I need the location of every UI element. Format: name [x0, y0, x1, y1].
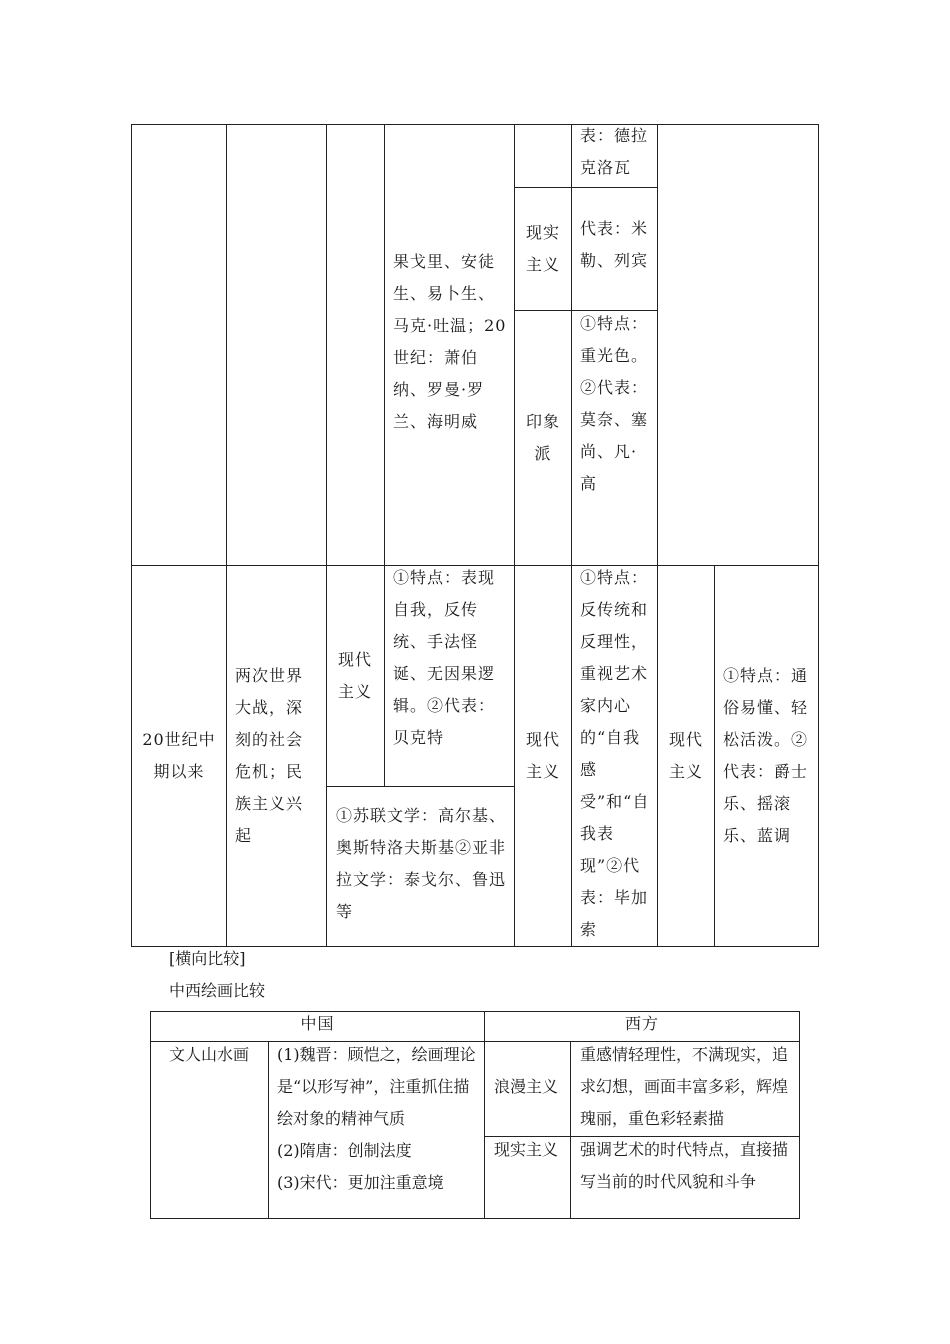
west-style-romanticism: 浪漫主义: [494, 1077, 559, 1096]
cell-impressionism-description: ①特点：重光色。②代表：莫奈、塞尚、凡·高: [580, 314, 649, 493]
background-text: 两次世界大战，深刻的社会危机；民族主义兴起: [235, 666, 304, 845]
cell-modern-music-description: [719, 566, 815, 946]
cell-realism-painting-representative: 代表：米勒、列宾: [580, 219, 649, 270]
china-item-wei-jin: (1)魏晋：顾恺之，绘画理论是“以形写神”，注重抓住描绘对象的精神气质: [277, 1045, 476, 1128]
section-label: [横向比较]: [169, 949, 246, 968]
cell-modernism-literature-label: 现代主义: [337, 650, 372, 701]
china-items: [277, 1039, 477, 1199]
west-style-realism: 现实主义: [494, 1140, 559, 1159]
cell-modernism-music-label: 现代主义: [668, 730, 703, 781]
china-item-sui-tang: (2)隋唐：创制法度: [277, 1141, 412, 1160]
cell-modernism-painting-label: 现代主义: [525, 730, 560, 781]
cell-period-mid-20th-century: 20世纪中期以来: [142, 730, 216, 781]
china-item-song: (3)宋代：更加注重意境: [277, 1173, 444, 1192]
west-desc-realism: 强调艺术的时代特点，直接描写当前的时代风貌和斗争: [580, 1140, 789, 1191]
cell-realism-painting-label: 现实主义: [525, 223, 560, 274]
modern-music-text: ①特点：通俗易懂、轻松活泼。②代表：爵士乐、摇滚乐、蓝调: [723, 666, 809, 845]
cell-modernism-painting-description: ①特点：反传统和反理性，重视艺术家内心的“自我感受”和“自我表现”②代表：毕加索: [580, 568, 650, 939]
section-title: 中西绘画比较: [169, 981, 266, 1000]
cell-background-world-wars: [230, 566, 322, 946]
cell-other-literature: ①苏联文学：高尔基、奥斯特洛夫斯基②亚非拉文学：泰戈尔、鲁迅等: [336, 806, 507, 921]
cell-romanticism-painting-representative: 表：德拉克洛瓦: [580, 126, 649, 177]
china-category: 文人山水画: [169, 1045, 250, 1064]
cell-impressionism-label: 印象派: [525, 412, 560, 463]
cell-modernism-literature-description: ①特点：表现自我，反传统、手法怪诞、无因果逻辑。②代表：贝克特: [393, 568, 496, 747]
header-west: 西方: [624, 1014, 659, 1033]
west-desc-romanticism: 重感情轻理性，不满现实，追求幻想，画面丰富多彩，辉煌瑰丽，重色彩轻素描: [580, 1045, 789, 1128]
cell-realism-literature-authors: 果戈里、安徒生、易卜生、马克·吐温；20世纪：萧伯纳、罗曼·罗兰、海明威: [393, 252, 507, 431]
header-china: 中国: [300, 1014, 335, 1033]
